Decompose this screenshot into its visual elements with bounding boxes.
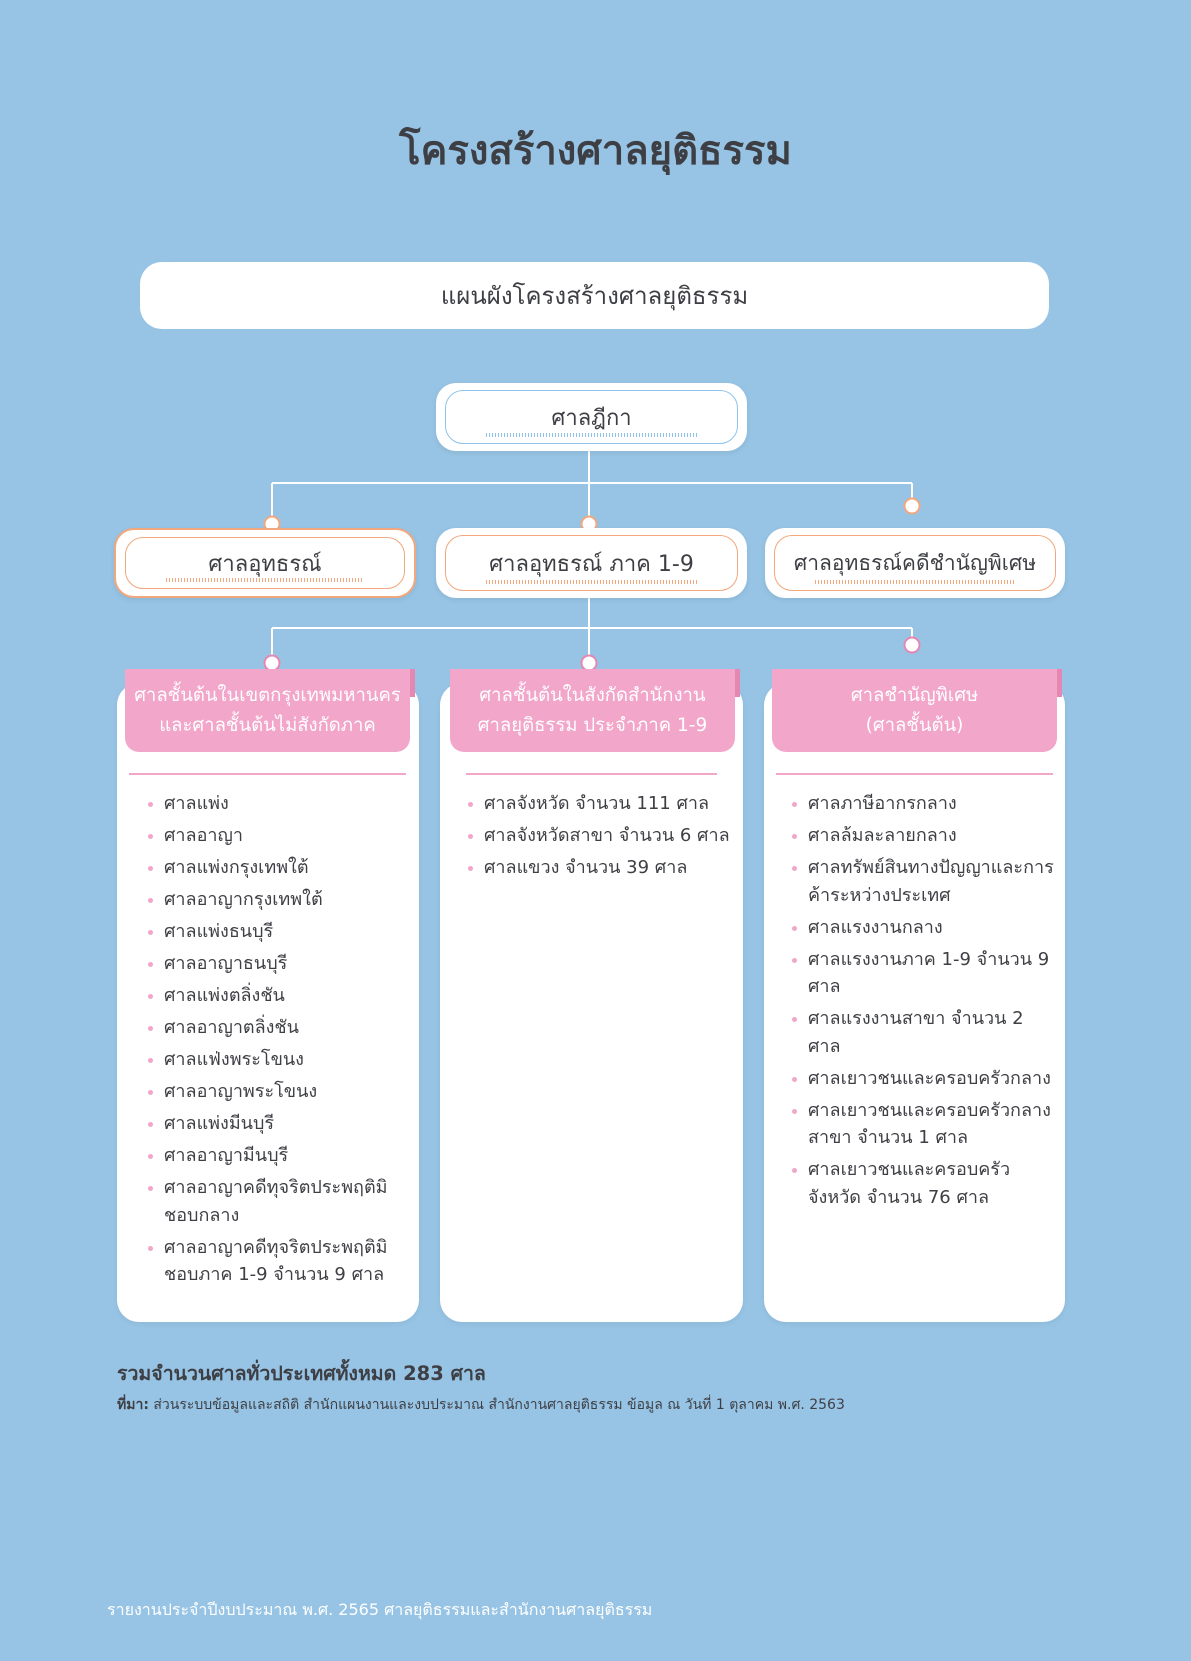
list-item: ศาลอาญาคดีทุจริตประพฤติมิชอบภาค 1-9 จำนวน 9 ศาล — [142, 1234, 407, 1289]
list-item: ศาลแรงงานกลาง — [786, 914, 1058, 942]
column-heading-line: ศาลยุติธรรม ประจำภาค 1-9 — [477, 714, 708, 736]
list-item: ศาลแพ่งธนบุรี — [142, 918, 407, 946]
list-item: ศาลแพ่งตลิ่งชัน — [142, 982, 407, 1010]
decorative-stripe — [486, 433, 697, 437]
column-divider — [129, 773, 406, 775]
node-appeal-court — [114, 528, 416, 598]
column-heading-bangkok — [125, 669, 410, 752]
list-item: ศาลเยาวชนและครอบครัวกลาง — [786, 1065, 1058, 1093]
list-item: ศาลจังหวัดสาขา จำนวน 6 ศาล — [462, 822, 737, 850]
source-note — [117, 1394, 845, 1416]
court-list-bangkok — [142, 790, 407, 1293]
list-item: ศาลจังหวัด จำนวน 111 ศาล — [462, 790, 737, 818]
column-heading-regional — [450, 669, 735, 752]
list-item: ศาลแรงงานภาค 1-9 จำนวน 9 ศาล — [786, 946, 1058, 1001]
source-label: ที่มา: — [117, 1397, 149, 1413]
list-item: ศาลแฟ่งพระโขนง — [142, 1046, 407, 1074]
column-heading-line: ศาลชำนัญพิเศษ — [850, 684, 979, 706]
list-item: ศาลแรงงานสาขา จำนวน 2 ศาล — [786, 1005, 1058, 1060]
node-frame — [445, 535, 738, 591]
list-item: ศาลอาญามีนบุรี — [142, 1142, 407, 1170]
decorative-stripe — [486, 580, 697, 584]
list-item: ศาลเยาวชนและครอบครัวจังหวัด จำนวน 76 ศาล — [786, 1156, 1058, 1211]
junction-dot — [905, 638, 920, 653]
list-item: ศาลทรัพย์สินทางปัญญาและการค้าระหว่างประเทศ — [786, 854, 1058, 909]
list-item: ศาลอาญาคดีทุจริตประพฤติมิชอบกลาง — [142, 1174, 407, 1229]
column-divider — [466, 773, 717, 775]
node-specialized-appeal-court — [765, 528, 1065, 598]
list-item: ศาลแขวง จำนวน 39 ศาล — [462, 854, 737, 882]
supreme-court-label: ศาลฎีกา — [551, 405, 632, 431]
column-heading-line: ศาลชั้นต้นในเขตกรุงเทพมหานคร — [134, 684, 401, 706]
appeal-court-label: ศาลอุทธรณ์ — [208, 551, 322, 577]
column-heading-specialized — [772, 669, 1057, 752]
list-item: ศาลล้มละลายกลาง — [786, 822, 1058, 850]
page-footer: รายงานประจำปีงบประมาณ พ.ศ. 2565 ศาลยุติธรรมและสำนักงานศาลยุติธรรม — [107, 1600, 653, 1619]
list-item: ศาลแพ่งกรุงเทพใต้ — [142, 854, 407, 882]
node-frame — [445, 390, 738, 444]
list-item: ศาลแพ่งมีนบุรี — [142, 1110, 407, 1138]
list-item: ศาลแพ่ง — [142, 790, 407, 818]
court-list-specialized — [786, 790, 1058, 1216]
column-regional-courts — [440, 683, 743, 1322]
page-title: โครงสร้างศาลยุติธรรม — [399, 128, 792, 174]
column-heading-line: (ศาลชั้นต้น) — [865, 714, 964, 736]
court-list-regional — [462, 790, 737, 886]
list-item: ศาลอาญา — [142, 822, 407, 850]
list-item: ศาลอาญากรุงเทพใต้ — [142, 886, 407, 914]
column-divider — [776, 773, 1053, 775]
node-frame — [125, 537, 405, 589]
list-item: ศาลอาญาธนบุรี — [142, 950, 407, 978]
node-supreme-court — [436, 383, 747, 451]
source-text: ส่วนระบบข้อมูลและสถิติ สำนักแผนงานและงบประมาณ สำนักงานศาลยุติธรรม ข้อมูล ณ วันที่ 1 ตุลาคม พ.ศ. 2563 — [153, 1397, 845, 1413]
chart-heading: แผนผังโครงสร้างศาลยุติธรรม — [440, 282, 749, 310]
list-item: ศาลอาญาตลิ่งชัน — [142, 1014, 407, 1042]
node-regional-appeal-court — [436, 528, 747, 598]
column-heading-line: ศาลชั้นต้นในสังกัดสำนักงาน — [479, 684, 706, 706]
decorative-stripe — [166, 578, 364, 582]
list-item: ศาลเยาวชนและครอบครัวกลางสาขา จำนวน 1 ศาล — [786, 1097, 1058, 1152]
column-heading-line: และศาลชั้นต้นไม่สังกัดภาค — [159, 714, 376, 736]
decorative-stripe — [815, 580, 1015, 584]
specialized-appeal-court-label: ศาลอุทธรณ์คดีชำนัญพิเศษ — [793, 550, 1037, 575]
total-courts: รวมจำนวนศาลทั่วประเทศทั้งหมด 283 ศาล — [117, 1362, 486, 1385]
junction-dot — [905, 499, 920, 514]
node-frame — [774, 535, 1056, 591]
list-item: ศาลอาญาพระโขนง — [142, 1078, 407, 1106]
regional-appeal-court-label: ศาลอุทธรณ์ ภาค 1-9 — [489, 551, 694, 577]
list-item: ศาลภาษีอากรกลาง — [786, 790, 1058, 818]
